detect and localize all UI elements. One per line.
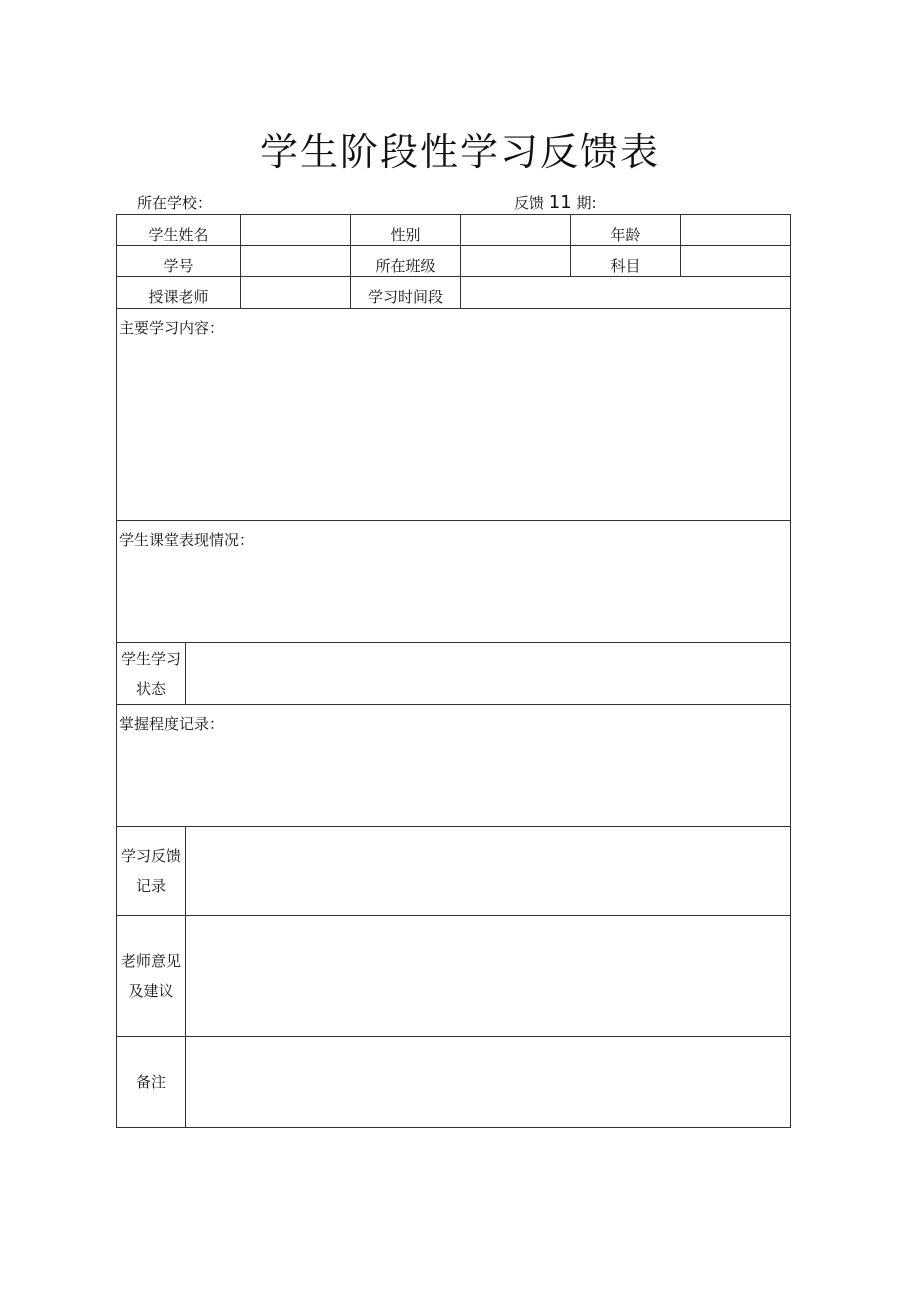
- row-feedback-record: [117, 827, 791, 916]
- row-remarks: [117, 1037, 791, 1128]
- remarks-label: [117, 1037, 186, 1128]
- teacher-field[interactable]: [241, 277, 351, 309]
- main-content-section[interactable]: [117, 309, 791, 521]
- class-field[interactable]: [461, 246, 571, 277]
- teacher-advice-label-line1: 老师意见: [120, 952, 181, 970]
- subject-label: 科目: [571, 246, 681, 277]
- student-name-field[interactable]: [241, 215, 351, 246]
- mastery-record-label: 掌握程度记录：: [119, 715, 225, 733]
- row-study-status: [117, 643, 791, 705]
- age-field[interactable]: [681, 215, 791, 246]
- student-id-field[interactable]: [241, 246, 351, 277]
- row-teacher-period: [117, 277, 791, 309]
- row-main-content: [117, 309, 791, 521]
- feedback-suffix: 期:: [576, 194, 597, 212]
- feedback-form-table: [116, 214, 791, 1128]
- feedback-record-label: [117, 827, 186, 916]
- row-class-performance: [117, 521, 791, 643]
- teacher-advice-field[interactable]: [186, 916, 791, 1037]
- class-label: 所在班级: [351, 246, 461, 277]
- teacher-advice-label: [117, 916, 186, 1037]
- feedback-record-field[interactable]: [186, 827, 791, 916]
- main-content-label: 主要学习内容：: [119, 319, 225, 337]
- remarks-field[interactable]: [186, 1037, 791, 1128]
- study-status-label: [117, 643, 186, 705]
- study-status-label-line1: 学生学习: [120, 649, 181, 668]
- study-status-label-line2: 状态: [135, 679, 166, 698]
- study-status-field[interactable]: [186, 643, 791, 705]
- teacher-advice-label-line2: 及建议: [128, 982, 174, 1000]
- study-period-field[interactable]: [461, 277, 791, 309]
- age-label: 年龄: [571, 215, 681, 246]
- subject-field[interactable]: [681, 246, 791, 277]
- row-mastery-record: [117, 705, 791, 827]
- student-id-label: 学号: [117, 246, 241, 277]
- study-period-label: 学习时间段: [351, 277, 461, 309]
- gender-label: 性别: [351, 215, 461, 246]
- row-teacher-advice: [117, 916, 791, 1037]
- feedback-period: [514, 192, 597, 214]
- teacher-label: 授课老师: [117, 277, 241, 309]
- student-name-label: 学生姓名: [117, 215, 241, 246]
- form-title: 学生阶段性学习反馈表: [259, 130, 660, 174]
- remarks-label-text: 备注: [135, 1073, 166, 1091]
- school-label: 所在学校：: [137, 194, 213, 212]
- feedback-prefix: 反馈: [514, 194, 545, 212]
- row-name-gender-age: [117, 215, 791, 246]
- class-performance-label: 学生课堂表现情况：: [119, 531, 255, 549]
- row-id-class-subject: [117, 246, 791, 277]
- feedback-number: 11: [548, 192, 572, 213]
- feedback-record-label-line1: 学习反馈: [120, 847, 181, 865]
- class-performance-section[interactable]: [117, 521, 791, 643]
- feedback-record-label-line2: 记录: [135, 877, 166, 895]
- mastery-record-section[interactable]: [117, 705, 791, 827]
- gender-field[interactable]: [461, 215, 571, 246]
